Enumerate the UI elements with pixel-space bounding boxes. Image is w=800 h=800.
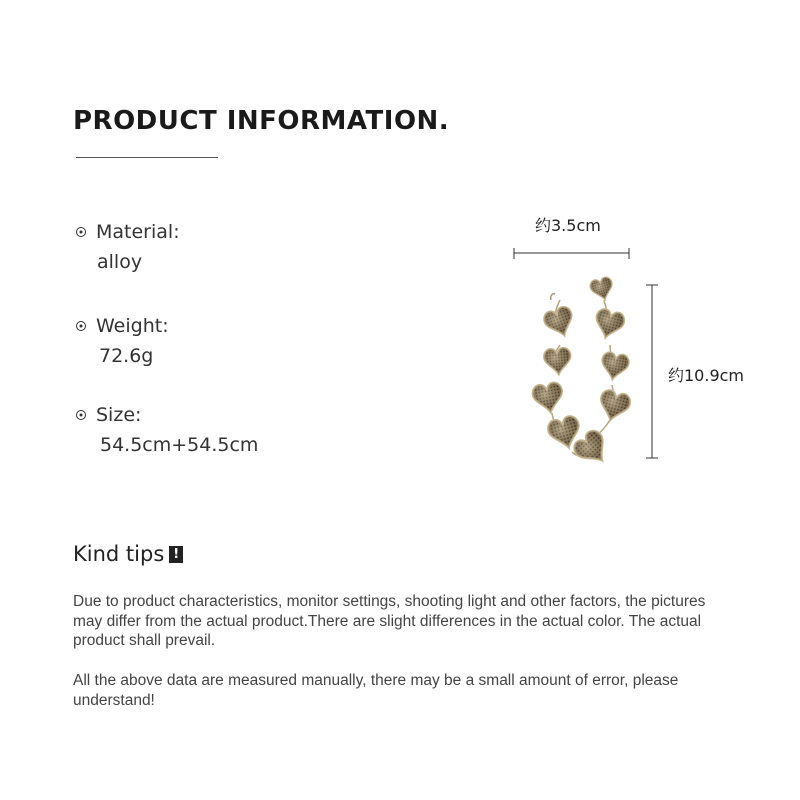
kind-tips-title: Kind tips <box>73 542 165 566</box>
spec-value: 54.5cm+54.5cm <box>100 434 259 456</box>
width-dimension-label: 约3.5cm <box>535 216 601 235</box>
spec-label: Material: <box>96 221 180 243</box>
kind-tips-heading <box>73 542 183 566</box>
spec-label: Size: <box>96 404 142 426</box>
spec-value: alloy <box>97 251 143 273</box>
page-title: PRODUCT INFORMATION. <box>73 106 450 136</box>
height-dimension-line <box>646 285 658 458</box>
spec-value: 72.6g <box>99 345 154 367</box>
width-dimension-line <box>514 248 629 259</box>
tips-paragraph-2: All the above data are measured manually, there may be a small amount of error, please understand! <box>73 672 679 709</box>
spec-label: Weight: <box>96 315 169 337</box>
height-dimension-label: 约10.9cm <box>668 366 745 385</box>
tips-paragraph-1: Due to product characteristics, monitor settings, shooting light and other factors, the pictures may differ from the actual product.There are slight differences in the actual color. The actual product shall prevail. <box>73 593 706 649</box>
heart-pendants <box>531 276 632 470</box>
exclamation-icon: ! <box>169 546 183 563</box>
